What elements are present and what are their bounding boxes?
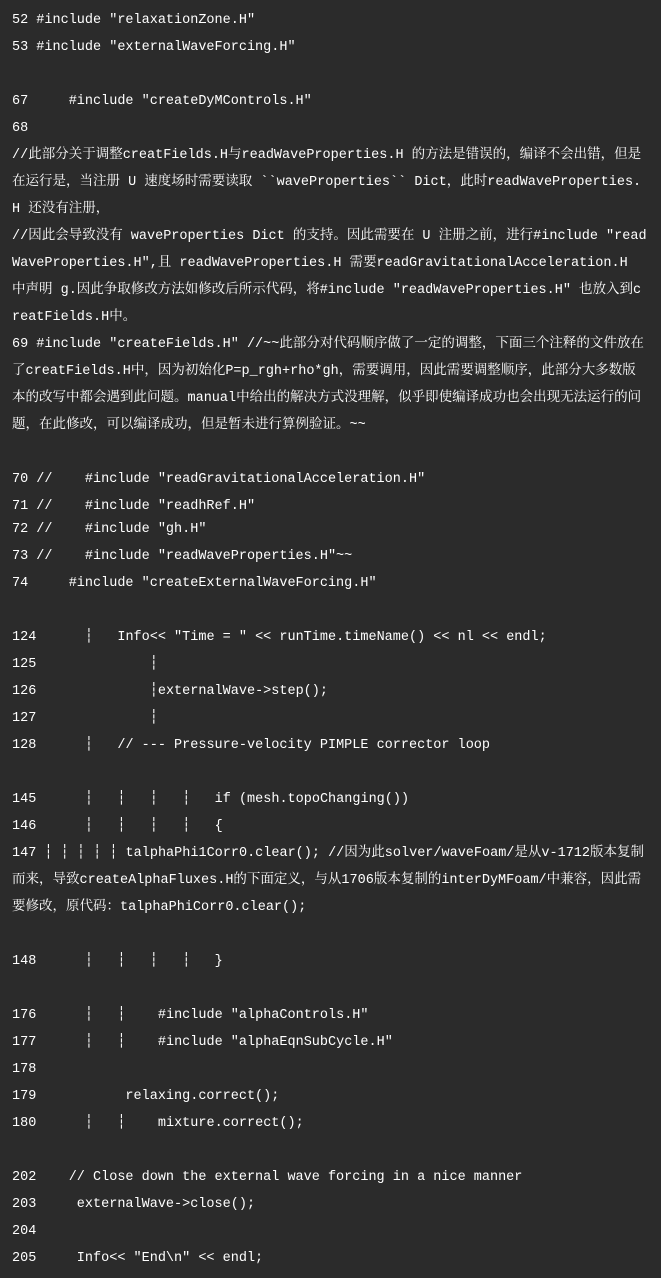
comment-block: 69 #include "createFields.H" //~~此部分对代码顺序做了一定的调整，下面三个注释的文件放在了creatFields.H中，因为初始化P=p_rgh+rho*gh，需要调用，因此需要调整顺序，此部分大多数版本的改写中都会遇到此问题。manual中给出的解决方式没理解，似乎即使编译成功也会出现无法运行的问题，在此修改，可以编译成功，但是暂未进行算例验证。~~ bbox=[12, 337, 644, 433]
code-line: 127 ┆ bbox=[12, 711, 158, 726]
code-line: 179 relaxing.correct(); bbox=[12, 1089, 280, 1104]
code-line: 68 bbox=[12, 121, 29, 136]
comment-block: 147 ┆ ┆ ┆ ┆ ┆ talphaPhi1Corr0.clear(); //因为此solver/waveFoam/是从v-1712版本复制而来，导致createAlphaFluxes.H的下面定义，与从1706版本复制的interDyMFoam/中兼容，因此需要修改，原代码：talphaPhiCorr0.clear(); bbox=[12, 846, 645, 915]
code-line: 202 // Close down the external wave forcing in a nice manner bbox=[12, 1170, 523, 1185]
code-line: 176 ┆ ┆ #include "alphaControls.H" bbox=[12, 1008, 369, 1023]
code-line: 177 ┆ ┆ #include "alphaEqnSubCycle.H" bbox=[12, 1035, 393, 1050]
code-line: 72 // #include "gh.H" bbox=[12, 522, 207, 537]
comment-block: //此部分关于调整creatFields.H与readWaveProperties.H 的方法是错误的，编译不会出错，但是在运行是，当注册 U 速度场时需要读取 ``waveProperties`` Dict，此时readWaveProperties.H 还没有注册， bbox=[12, 148, 642, 217]
code-line: 148 ┆ ┆ ┆ ┆ } bbox=[12, 954, 223, 969]
comment-block: //因此会导致没有 waveProperties Dict 的支持。因此需要在 U 注册之前，进行#include "readWaveProperties.H",且 readWaveProperties.H 需要readGravitationalAcceleration.H 中声明 g.因此争取修改方法如修改后所示代码，将#include "readWaveProperties.H" 也放入到creatFields.H中。 bbox=[12, 229, 647, 325]
code-line: 70 // #include "readGravitationalAcceleration.H" bbox=[12, 472, 426, 487]
code-line: 180 ┆ ┆ mixture.correct(); bbox=[12, 1116, 304, 1131]
code-line: 203 externalWave->close(); bbox=[12, 1197, 256, 1212]
code-line: 74 #include "createExternalWaveForcing.H" bbox=[12, 576, 377, 591]
code-line: 128 ┆ // --- Pressure-velocity PIMPLE corrector loop bbox=[12, 738, 491, 753]
code-line: 145 ┆ ┆ ┆ ┆ if (mesh.topoChanging()) bbox=[12, 792, 410, 807]
code-line: 126 ┆externalWave->step(); bbox=[12, 684, 328, 699]
code-line: 146 ┆ ┆ ┆ ┆ { bbox=[12, 819, 223, 834]
code-line: 52 #include "relaxationZone.H" bbox=[12, 13, 256, 28]
code-line: 205 Info<< "End\n" << endl; bbox=[12, 1251, 264, 1266]
code-line: 53 #include "externalWaveForcing.H" bbox=[12, 40, 296, 55]
code-line: 204 bbox=[12, 1224, 37, 1239]
code-line: 71 // #include "readhRef.H" bbox=[12, 499, 256, 514]
code-line: 73 // #include "readWaveProperties.H"~~ bbox=[12, 549, 353, 564]
code-line: 67 #include "createDyMControls.H" bbox=[12, 94, 312, 109]
code-line: 125 ┆ bbox=[12, 657, 158, 672]
code-line: 178 bbox=[12, 1062, 37, 1077]
code-line: 124 ┆ Info<< "Time = " << runTime.timeName() << nl << endl; bbox=[12, 630, 547, 645]
